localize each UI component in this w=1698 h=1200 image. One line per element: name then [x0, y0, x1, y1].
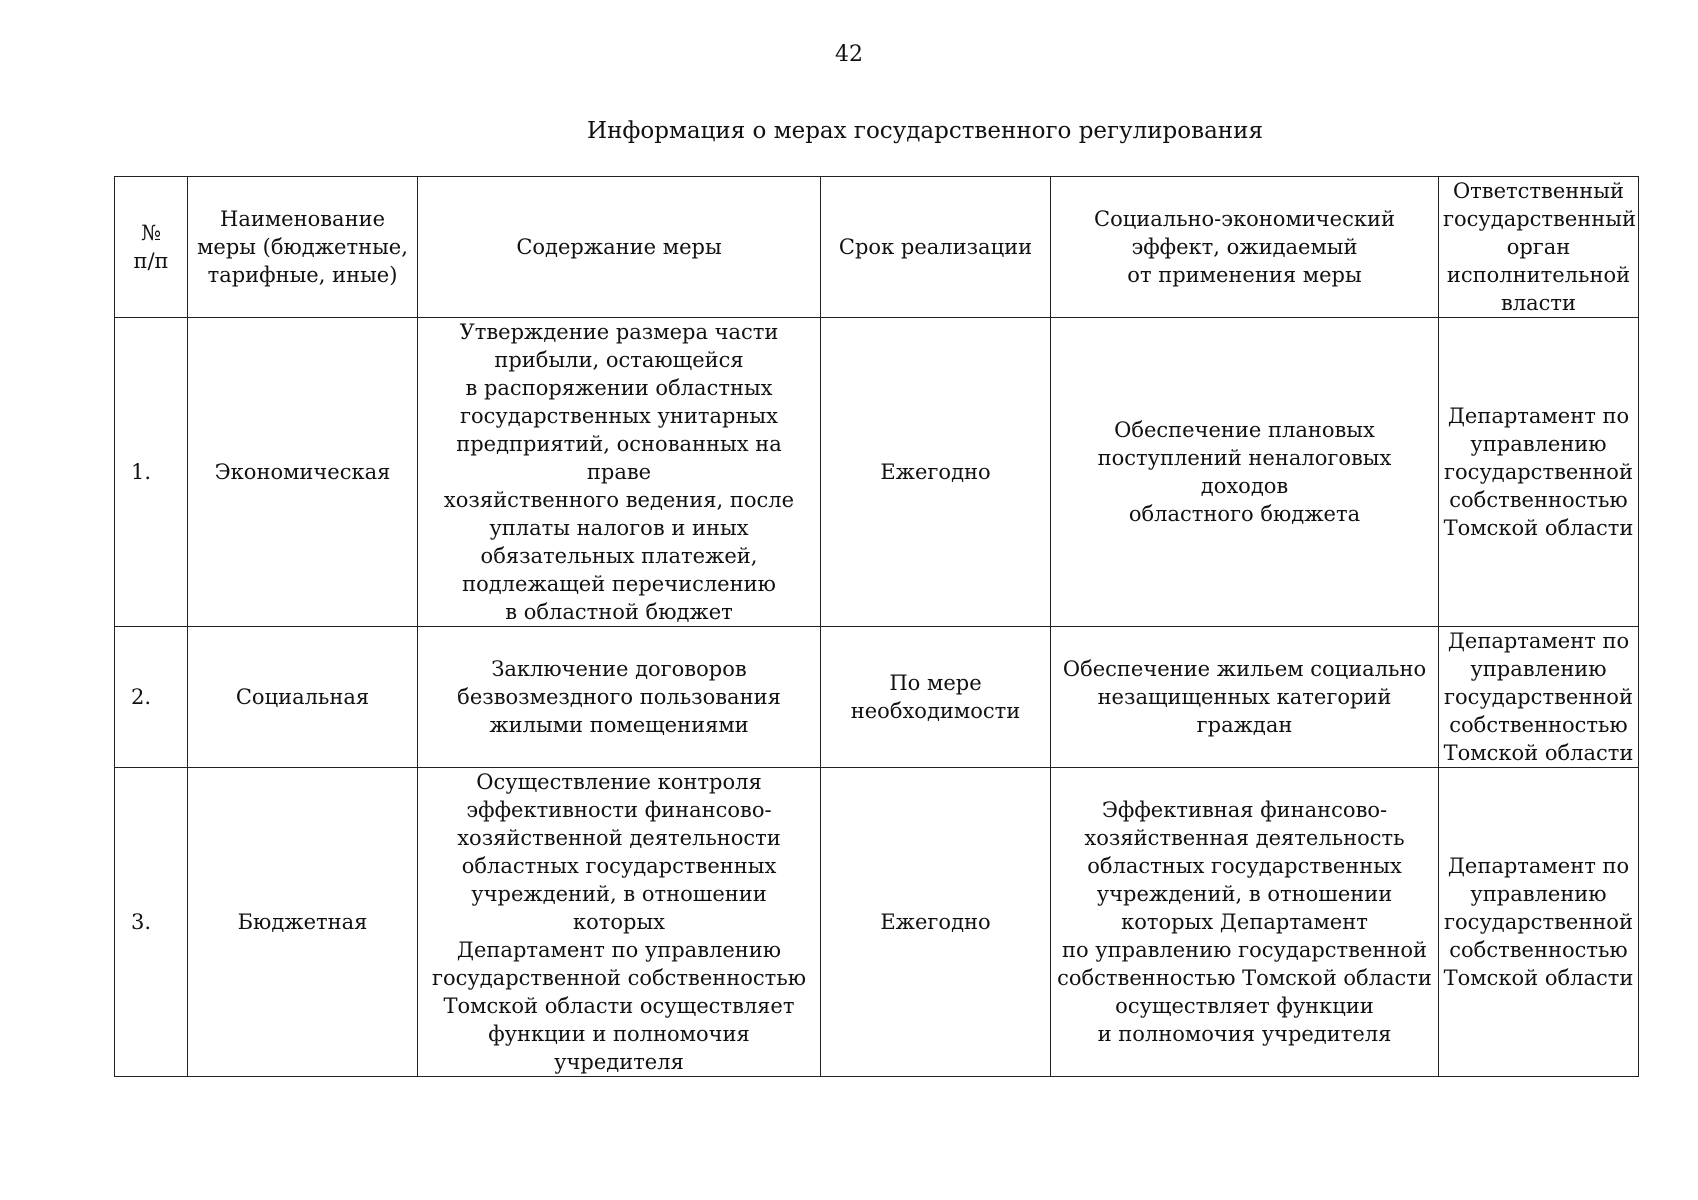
header-measure-name: Наименование меры (бюджетные, тарифные, иные): [188, 177, 418, 318]
page-number: 42: [835, 42, 863, 67]
header-measure-content: Содержание меры: [418, 177, 821, 318]
measure-term: По мере необходимости: [821, 627, 1051, 768]
document-title: Информация о мерах государственного регулирования: [587, 118, 1263, 144]
header-number: № п/п: [115, 177, 188, 318]
measure-content: Осуществление контроля эффективности финансово- хозяйственной деятельности областных государственных учреждений, в отношении которых Департамент по управлению государственной собственностью Томской области осуществляет функции и полномочия учредителя: [418, 768, 821, 1077]
measure-term: Ежегодно: [821, 318, 1051, 627]
header-effect: Социально-экономический эффект, ожидаемый от применения меры: [1051, 177, 1439, 318]
measure-effect: Обеспечение плановых поступлений неналоговых доходов областного бюджета: [1051, 318, 1439, 627]
measure-authority: Департамент по управлению государственной собственностью Томской области: [1439, 768, 1639, 1077]
measure-authority: Департамент по управлению государственной собственностью Томской области: [1439, 318, 1639, 627]
row-number: 1.: [115, 318, 188, 627]
measure-type: Социальная: [188, 627, 418, 768]
table-row: [115, 318, 1639, 627]
row-number: 3.: [115, 768, 188, 1077]
measure-type: Экономическая: [188, 318, 418, 627]
table-row: [115, 627, 1639, 768]
measure-type: Бюджетная: [188, 768, 418, 1077]
header-authority: Ответственный государственный орган исполнительной власти: [1439, 177, 1639, 318]
row-number: 2.: [115, 627, 188, 768]
measure-term: Ежегодно: [821, 768, 1051, 1077]
measures-table: [114, 176, 1639, 1077]
measure-effect: Обеспечение жильем социально незащищенных категорий граждан: [1051, 627, 1439, 768]
table-header-row: [115, 177, 1639, 318]
measure-content: Заключение договоров безвозмездного пользования жилыми помещениями: [418, 627, 821, 768]
measure-content: Утверждение размера части прибыли, остающейся в распоряжении областных государственных унитарных предприятий, основанных на праве хозяйственного ведения, после уплаты налогов и иных обязательных платежей, подлежащей перечислению в областной бюджет: [418, 318, 821, 627]
header-term: Срок реализации: [821, 177, 1051, 318]
measure-effect: Эффективная финансово- хозяйственная деятельность областных государственных учреждений, в отношении которых Департамент по управлению государственной собственностью Томской области осуществляет функции и полномочия учредителя: [1051, 768, 1439, 1077]
table-row: [115, 768, 1639, 1077]
measure-authority: Департамент по управлению государственной собственностью Томской области: [1439, 627, 1639, 768]
